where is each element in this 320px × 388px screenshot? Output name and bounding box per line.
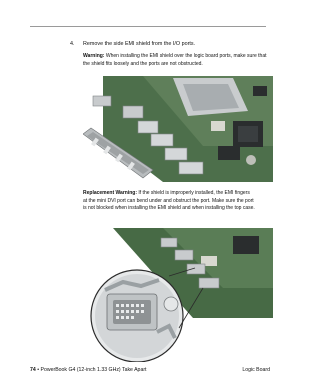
warning-label: Warning: [83, 53, 105, 59]
footer-separator: • [35, 367, 41, 373]
footer-guide-title: PowerBook G4 (12-inch 1.33 GHz) Take Apart [40, 367, 147, 373]
replacement-warning-line-3: is not blocked when installing the EMI shield and when installing the top case. [83, 205, 255, 212]
warning-note [83, 53, 273, 68]
replacement-warning-line-1: If the shield is improperly installed, the EMI fingers [138, 190, 250, 196]
replacement-warning-note [83, 190, 273, 213]
footer-page-number: 74 [30, 367, 36, 373]
warning-line-1: When installing the EMI shield over the logic board ports, make sure that [105, 53, 267, 59]
header-rule [30, 26, 266, 27]
replacement-warning-line-2: at the mini DVI port can bend under and obstruct the port. Make sure the port [83, 197, 254, 204]
step-instruction: Remove the side EMI shield from the I/O ports. [83, 41, 196, 47]
replacement-warning-label: Replacement Warning: [83, 190, 137, 196]
footer-section: Logic Board [242, 367, 270, 373]
warning-line-2: the shield fits loosely and the ports are not obstructed. [83, 60, 203, 67]
footer-page-info [30, 367, 147, 373]
step-number: 4. [70, 41, 75, 47]
emi-shield-removal-photo [83, 76, 273, 182]
mini-dvi-port-closeup-photo [83, 228, 273, 362]
